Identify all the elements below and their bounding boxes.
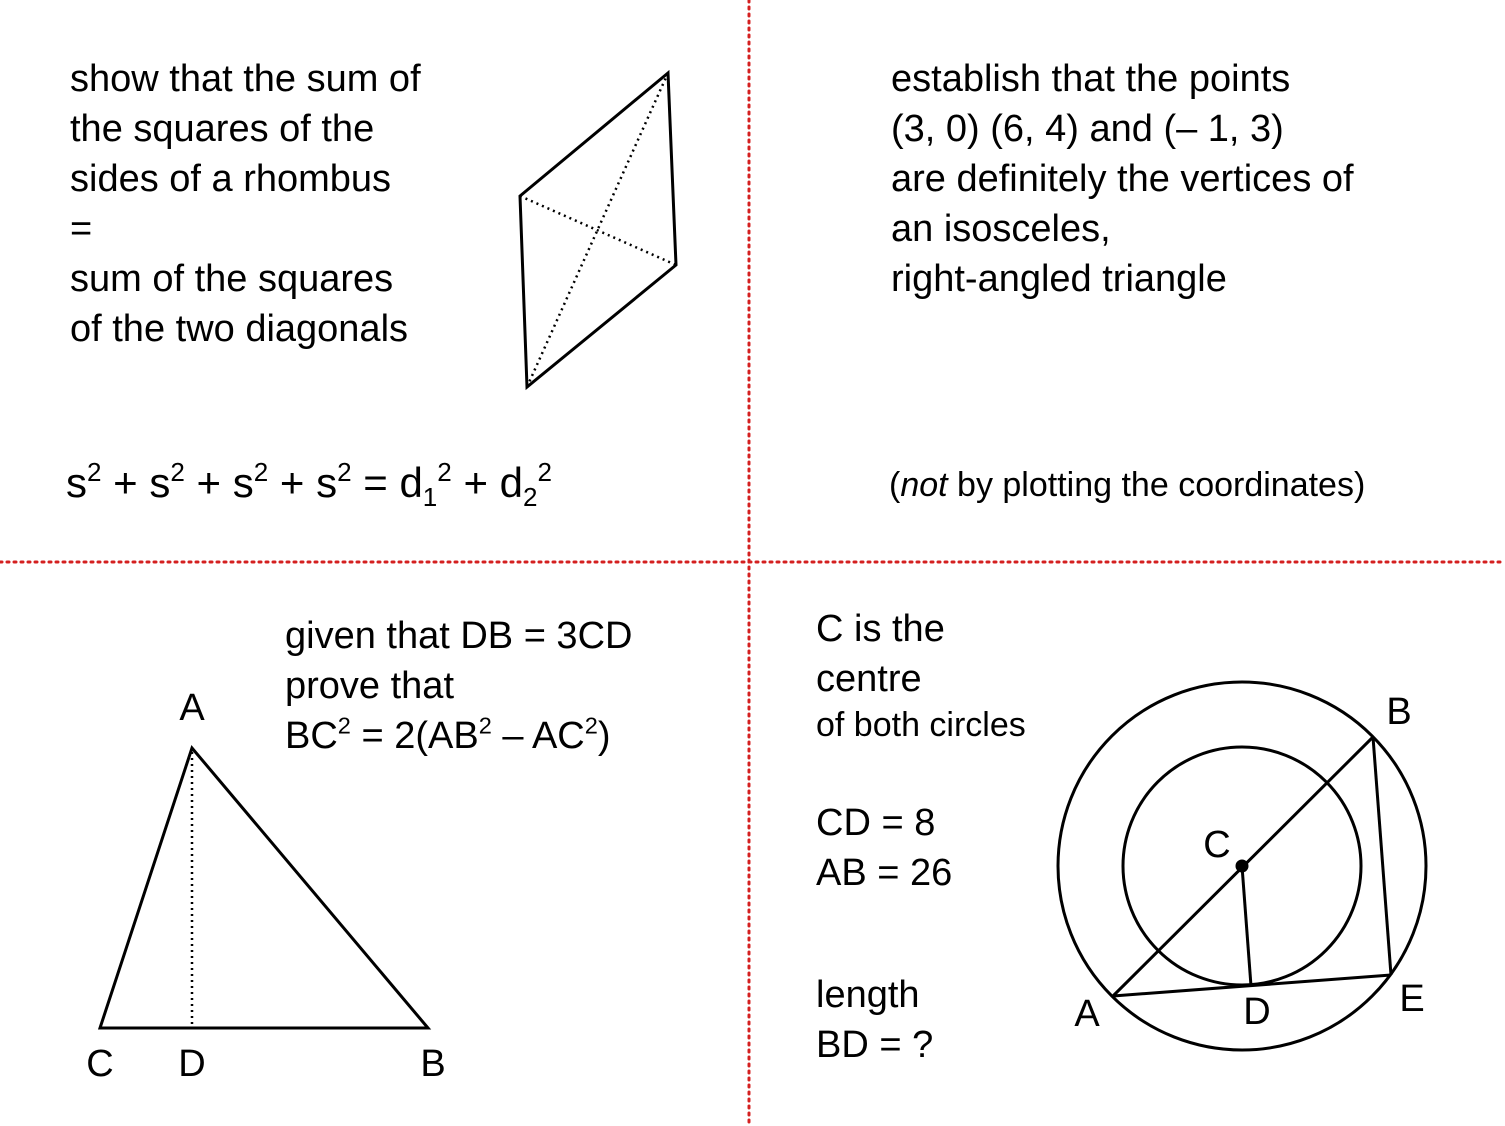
rhombus-diagonal-1 [520, 196, 676, 265]
q4-line-1: C is the [816, 608, 945, 650]
circle-label-d: D [1243, 991, 1271, 1033]
formula-term: s [232, 459, 254, 506]
q1-line-3: sides of a rhombus [70, 158, 392, 200]
eq-part: BC [285, 715, 338, 757]
circle-label-a: A [1074, 993, 1100, 1035]
q3-line-2: prove that [285, 665, 454, 707]
centre-point [1237, 861, 1247, 871]
q1-line-1: show that the sum of [70, 58, 421, 100]
eq-part: ) [597, 715, 611, 757]
eq-exp: 2 [584, 712, 598, 739]
formula-term: d [399, 459, 423, 506]
formula-term: s [149, 459, 171, 506]
formula-op: + [279, 459, 305, 506]
note-emphasis: not [900, 466, 948, 504]
q1-line-2: the squares of the [70, 108, 375, 150]
formula-exp: 2 [253, 456, 269, 487]
q4-line-5: AB = 26 [816, 852, 953, 894]
note-paren: ( [889, 466, 901, 504]
radius-cd [1242, 866, 1251, 986]
formula-term: s [66, 459, 87, 506]
q4-line-4: CD = 8 [816, 802, 936, 844]
formula-op: + [113, 459, 138, 506]
q2-line-4: an isosceles, [891, 208, 1111, 250]
circle-label-b: B [1386, 691, 1412, 733]
rhombus-diagram [520, 73, 676, 387]
triangle-label-d: D [178, 1043, 206, 1085]
q3-line-1: given that DB = 3CD [285, 615, 633, 657]
circles-diagram [1058, 682, 1426, 1050]
triangle-label-a: A [179, 687, 205, 729]
formula-sub: 2 [523, 482, 538, 513]
q1-line-5: sum of the squares [70, 258, 394, 300]
q2-note [889, 468, 1365, 502]
eq-exp: 2 [478, 712, 492, 739]
formula-op: + [463, 459, 488, 506]
eq-part: = 2(AB [350, 715, 479, 757]
q4-line-7: BD = ? [816, 1024, 934, 1066]
circle-label-e: E [1399, 978, 1425, 1020]
circle-label-c: C [1203, 824, 1231, 866]
eq-exp: 2 [337, 712, 351, 739]
q2-line-3: are definitely the vertices of [891, 158, 1354, 200]
chord-be [1373, 737, 1391, 975]
formula-sub: 1 [422, 482, 438, 513]
formula-exp: 2 [170, 456, 185, 487]
q1-formula [66, 456, 552, 513]
q1-line-4: = [70, 208, 93, 250]
formula-exp: 2 [537, 456, 552, 487]
formula-term: d [499, 459, 523, 506]
triangle-label-c: C [86, 1043, 114, 1085]
formula-exp: 2 [87, 456, 102, 487]
triangle-diagram [100, 748, 428, 1028]
triangle-abc [100, 748, 428, 1028]
q4-line-6: length [816, 974, 920, 1016]
q1-line-6: of the two diagonals [70, 308, 409, 350]
triangle-label-b: B [420, 1043, 446, 1085]
q4-line-2: centre [816, 658, 922, 700]
q4-line-3: of both circles [816, 706, 1026, 744]
formula-op: + [196, 459, 222, 506]
q3-equation [285, 712, 611, 757]
formula-exp: 2 [437, 456, 452, 487]
eq-part: – AC [491, 715, 585, 757]
q2-line-2: (3, 0) (6, 4) and (– 1, 3) [891, 108, 1284, 150]
note-text: by plotting the coordinates) [947, 466, 1366, 504]
q2-line-1: establish that the points [891, 58, 1291, 100]
q2-line-5: right-angled triangle [891, 258, 1227, 300]
formula-exp: 2 [337, 456, 352, 487]
formula-op: = [363, 459, 388, 506]
formula-term: s [316, 459, 338, 506]
